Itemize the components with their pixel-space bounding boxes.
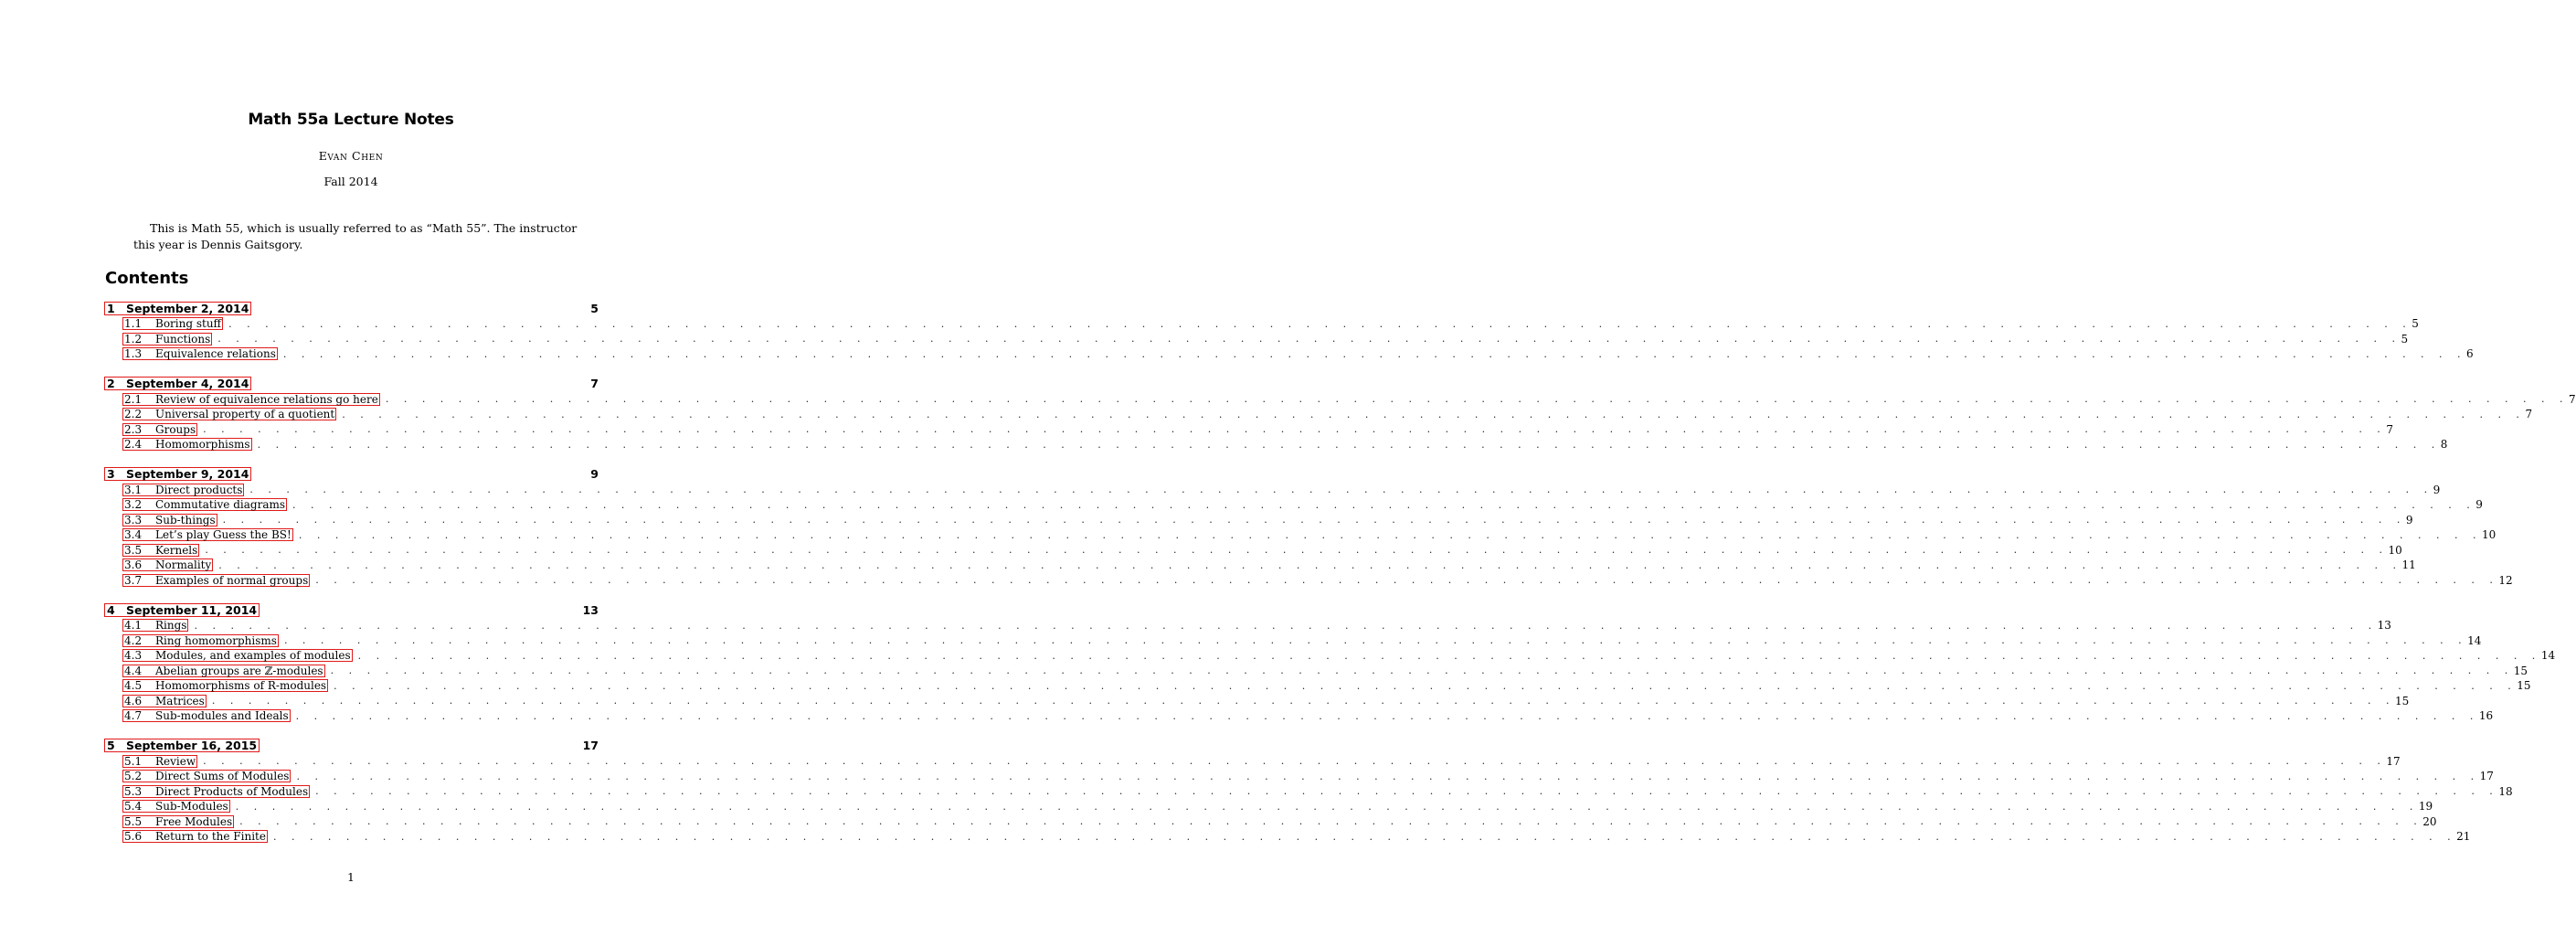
dot-leader: . . . . . . . . . . . . . . . . . . . . . . . . . . . . . . . . . . . . . . . . . . . . . . . . . . . . . . . . . . . . . . . . . . . . . . . . . . . . . . . . . . . . . . . . . . . . . . . . . . . . . . . . . . . . . . . . . . . . . . . . <box>296 770 2480 782</box>
toc-subsection-link[interactable] <box>122 333 212 346</box>
subsection-title: Free Modules <box>155 814 233 828</box>
toc-subsection-row <box>104 664 2528 679</box>
section-page: 5 <box>590 301 599 315</box>
dot-leader: . . . . . . . . . . . . . . . . . . . . . . . . . . . . . . . . . . . . . . . . . . . . . . . . . . . . . . . . . . . . . . . . . . . . . . . . . . . . . . . . . . . . . . . . . . . . . . . . . . . . . . . . . . . . . . . . . . . . . . . . <box>282 347 2467 360</box>
subsection-number: 1.2 <box>124 332 143 346</box>
toc-subsection-link[interactable] <box>122 528 293 541</box>
subsection-page: 17 <box>2386 754 2401 768</box>
toc-section <box>104 601 2556 724</box>
subsection-title: Normality <box>155 558 212 572</box>
toc-subsection-link[interactable] <box>122 755 197 768</box>
subsection-page: 18 <box>2498 784 2513 798</box>
toc-section <box>104 738 2513 845</box>
toc-subsection-row <box>104 618 2391 633</box>
page-number: 1 <box>347 870 355 884</box>
dot-leader: . . . . . . . . . . . . . . . . . . . . . . . . . . . . . . . . . . . . . . . . . . . . . . . . . . . . . . . . . . . . . . . . . . . . . . . . . . . . . . . . . . . . . . . . . . . . . . . . . . . . . . . . . . . . . . . . . . . . . . . . <box>330 665 2514 677</box>
toc-subsection-link[interactable] <box>122 423 197 436</box>
subsection-title: Review <box>155 754 196 768</box>
subsection-title: Boring stuff <box>155 317 222 331</box>
toc-subsection-link[interactable] <box>122 695 207 707</box>
section-number: 2 <box>107 377 115 390</box>
dot-leader: . . . . . . . . . . . . . . . . . . . . . . . . . . . . . . . . . . . . . . . . . . . . . . . . . . . . . . . . . . . . . . . . . . . . . . . . . . . . . . . . . . . . . . . . . . . . . . . . . . . . . . . . . . . . . . . . . . . . . . . . <box>315 785 2499 798</box>
dot-leader: . . . . . . . . . . . . . . . . . . . . . . . . . . . . . . . . . . . . . . . . . . . . . . . . . . . . . . . . . . . . . . . . . . . . . . . . . . . . . . . . . . . . . . . . . . . . . . . . . . . . . . . . . . . . . . . . . . . . . . . . <box>194 619 2378 632</box>
contents-heading: Contents <box>105 269 189 288</box>
dot-leader: . . . . . . . . . . . . . . . . . . . . . . . . . . . . . . . . . . . . . . . . . . . . . . . . . . . . . . . . . . . . . . . . . . . . . . . . . . . . . . . . . . . . . . . . . . . . . . . . . . . . . . . . . . . . . . . . . . . . . . . . <box>315 574 2499 587</box>
toc-section <box>104 376 2576 452</box>
dot-leader: . . . . . . . . . . . . . . . . . . . . . . . . . . . . . . . . . . . . . . . . . . . . . . . . . . . . . . . . . . . . . . . . . . . . . . . . . . . . . . . . . . . . . . . . . . . . . . . . . . . . . . . . . . . . . . . . . . . . . . . . <box>292 498 2476 511</box>
toc-subsection-row <box>104 814 2437 830</box>
subsection-title: Commutative diagrams <box>155 498 286 512</box>
subsection-page: 17 <box>2479 770 2494 783</box>
subsection-page: 11 <box>2401 558 2416 572</box>
section-title: September 16, 2015 <box>126 739 258 752</box>
toc-subsection-row <box>104 392 2576 408</box>
subsection-page: 14 <box>2540 649 2556 663</box>
toc-subsection-link[interactable] <box>122 634 279 647</box>
toc-subsection-row <box>104 513 2413 528</box>
subsection-number: 5.5 <box>124 814 143 828</box>
subsection-page: 15 <box>2517 679 2531 693</box>
subsection-title: Homomorphisms of R-modules <box>155 679 327 693</box>
toc-subsection-link[interactable] <box>122 408 336 420</box>
dot-leader: . . . . . . . . . . . . . . . . . . . . . . . . . . . . . . . . . . . . . . . . . . . . . . . . . . . . . . . . . . . . . . . . . . . . . . . . . . . . . . . . . . . . . . . . . . . . . . . . . . . . . . . . . . . . . . . . . . . . . . . . <box>239 815 2423 828</box>
subsection-page: 16 <box>2478 709 2494 723</box>
section-page: 17 <box>582 739 599 752</box>
subsection-title: Rings <box>155 619 187 633</box>
subsection-page: 10 <box>2388 543 2402 557</box>
toc-subsection-row <box>104 784 2513 800</box>
dot-leader: . . . . . . . . . . . . . . . . . . . . . . . . . . . . . . . . . . . . . . . . . . . . . . . . . . . . . . . . . . . . . . . . . . . . . . . . . . . . . . . . . . . . . . . . . . . . . . . . . . . . . . . . . . . . . . . . . . . . . . . . <box>222 514 2406 526</box>
toc-section-row <box>104 738 599 754</box>
toc-subsection-link[interactable] <box>122 770 291 782</box>
subsection-title: Sub-things <box>155 513 216 526</box>
subsection-number: 5.6 <box>124 830 143 844</box>
subsection-title: Abelian groups are ℤ-modules <box>155 664 323 677</box>
toc-subsection-link[interactable] <box>122 438 252 451</box>
section-number: 3 <box>107 467 115 481</box>
dot-leader: . . . . . . . . . . . . . . . . . . . . . . . . . . . . . . . . . . . . . . . . . . . . . . . . . . . . . . . . . . . . . . . . . . . . . . . . . . . . . . . . . . . . . . . . . . . . . . . . . . . . . . . . . . . . . . . . . . . . . . . . <box>203 755 2387 768</box>
subsection-title: Matrices <box>155 694 205 707</box>
subsection-number: 1.1 <box>124 317 143 331</box>
subsection-number: 1.3 <box>124 347 143 361</box>
toc-section-link[interactable] <box>104 739 260 752</box>
toc-subsection-row <box>104 694 2410 709</box>
toc-subsection-row <box>104 769 2494 784</box>
subsection-number: 3.3 <box>124 513 143 526</box>
toc-subsection-row <box>104 407 2533 422</box>
subsection-title: Modules, and examples of modules <box>155 649 351 663</box>
toc-subsection-row <box>104 483 2441 498</box>
document-date: Fall 2014 <box>323 175 378 188</box>
dot-leader: . . . . . . . . . . . . . . . . . . . . . . . . . . . . . . . . . . . . . . . . . . . . . . . . . . . . . . . . . . . . . . . . . . . . . . . . . . . . . . . . . . . . . . . . . . . . . . . . . . . . . . . . . . . . . . . . . . . . . . . . <box>203 423 2387 436</box>
toc-subsection-link[interactable] <box>122 347 278 360</box>
subsection-number: 4.3 <box>124 649 143 663</box>
section-number: 5 <box>107 739 115 752</box>
toc-subsection-link[interactable] <box>122 830 268 843</box>
subsection-number: 5.4 <box>124 800 143 814</box>
dot-leader: . . . . . . . . . . . . . . . . . . . . . . . . . . . . . . . . . . . . . . . . . . . . . . . . . . . . . . . . . . . . . . . . . . . . . . . . . . . . . . . . . . . . . . . . . . . . . . . . . . . . . . . . . . . . . . . . . . . . . . . . <box>385 393 2570 406</box>
toc-subsection-link[interactable] <box>122 815 234 828</box>
subsection-title: Let’s play Guess the BS! <box>155 528 292 542</box>
toc-section-link[interactable] <box>104 603 260 617</box>
author-name: Evan Chen <box>318 149 384 163</box>
subsection-title: Review of equivalence relations go here <box>155 392 378 406</box>
subsection-page: 20 <box>2422 814 2437 828</box>
section-title: September 9, 2014 <box>126 467 249 481</box>
toc-subsection-link[interactable] <box>122 393 380 406</box>
section-number: 4 <box>107 602 115 617</box>
toc-subsection-link[interactable] <box>122 649 353 662</box>
toc-section-link[interactable] <box>104 467 251 481</box>
subsection-number: 2.1 <box>124 392 143 406</box>
toc-subsection-link[interactable] <box>122 317 223 330</box>
subsection-number: 3.2 <box>124 498 143 512</box>
subsection-number: 3.7 <box>124 573 143 587</box>
toc-subsection-link[interactable] <box>122 514 217 526</box>
dot-leader: . . . . . . . . . . . . . . . . . . . . . . . . . . . . . . . . . . . . . . . . . . . . . . . . . . . . . . . . . . . . . . . . . . . . . . . . . . . . . . . . . . . . . . . . . . . . . . . . . . . . . . . . . . . . . . . . . . . . . . . . <box>272 830 2457 843</box>
toc-subsection-row <box>104 346 2474 362</box>
toc-section-row <box>104 601 599 618</box>
dot-leader: . . . . . . . . . . . . . . . . . . . . . . . . . . . . . . . . . . . . . . . . . . . . . . . . . . . . . . . . . . . . . . . . . . . . . . . . . . . . . . . . . . . . . . . . . . . . . . . . . . . . . . . . . . . . . . . . . . . . . . . . <box>283 634 2468 647</box>
subsection-number: 2.3 <box>124 422 143 436</box>
dot-leader: . . . . . . . . . . . . . . . . . . . . . . . . . . . . . . . . . . . . . . . . . . . . . . . . . . . . . . . . . . . . . . . . . . . . . . . . . . . . . . . . . . . . . . . . . . . . . . . . . . . . . . . . . . . . . . . . . . . . . . . . <box>218 558 2402 571</box>
toc-section-link[interactable] <box>104 302 251 315</box>
dot-leader: . . . . . . . . . . . . . . . . . . . . . . . . . . . . . . . . . . . . . . . . . . . . . . . . . . . . . . . . . . . . . . . . . . . . . . . . . . . . . . . . . . . . . . . . . . . . . . . . . . . . . . . . . . . . . . . . . . . . . . . . <box>235 800 2419 813</box>
subsection-title: Homomorphisms <box>155 438 250 452</box>
subsection-number: 2.4 <box>124 438 143 452</box>
subsection-title: Functions <box>155 332 211 346</box>
subsection-number: 3.1 <box>124 483 143 496</box>
toc-subsection-row <box>104 558 2416 573</box>
subsection-number: 2.2 <box>124 408 143 421</box>
subsection-number: 3.5 <box>124 543 143 557</box>
toc-subsection-link[interactable] <box>122 544 199 557</box>
dot-leader: . . . . . . . . . . . . . . . . . . . . . . . . . . . . . . . . . . . . . . . . . . . . . . . . . . . . . . . . . . . . . . . . . . . . . . . . . . . . . . . . . . . . . . . . . . . . . . . . . . . . . . . . . . . . . . . . . . . . . . . . <box>334 679 2518 692</box>
subsection-page: 13 <box>2377 619 2391 633</box>
subsection-number: 5.3 <box>124 784 143 798</box>
subsection-title: Direct products <box>155 483 243 496</box>
dot-leader: . . . . . . . . . . . . . . . . . . . . . . . . . . . . . . . . . . . . . . . . . . . . . . . . . . . . . . . . . . . . . . . . . . . . . . . . . . . . . . . . . . . . . . . . . . . . . . . . . . . . . . . . . . . . . . . . . . . . . . . . <box>257 438 2441 451</box>
table-of-contents <box>104 300 2576 858</box>
toc-subsection-row <box>104 708 2494 724</box>
dot-leader: . . . . . . . . . . . . . . . . . . . . . . . . . . . . . . . . . . . . . . . . . . . . . . . . . . . . . . . . . . . . . . . . . . . . . . . . . . . . . . . . . . . . . . . . . . . . . . . . . . . . . . . . . . . . . . . . . . . . . . . . <box>228 317 2412 330</box>
subsection-page: 9 <box>2405 513 2413 526</box>
dot-leader: . . . . . . . . . . . . . . . . . . . . . . . . . . . . . . . . . . . . . . . . . . . . . . . . . . . . . . . . . . . . . . . . . . . . . . . . . . . . . . . . . . . . . . . . . . . . . . . . . . . . . . . . . . . . . . . . . . . . . . . . <box>249 484 2433 496</box>
subsection-title: Equivalence relations <box>155 347 276 361</box>
dot-leader: . . . . . . . . . . . . . . . . . . . . . . . . . . . . . . . . . . . . . . . . . . . . . . . . . . . . . . . . . . . . . . . . . . . . . . . . . . . . . . . . . . . . . . . . . . . . . . . . . . . . . . . . . . . . . . . . . . . . . . . . <box>357 649 2541 662</box>
subsection-title: Ring homomorphisms <box>155 633 277 647</box>
subsection-title: Direct Sums of Modules <box>155 770 290 783</box>
dot-leader: . . . . . . . . . . . . . . . . . . . . . . . . . . . . . . . . . . . . . . . . . . . . . . . . . . . . . . . . . . . . . . . . . . . . . . . . . . . . . . . . . . . . . . . . . . . . . . . . . . . . . . . . . . . . . . . . . . . . . . . . <box>205 544 2389 557</box>
section-page: 7 <box>590 377 599 390</box>
subsection-number: 4.6 <box>124 694 143 707</box>
subsection-number: 4.7 <box>124 709 143 723</box>
toc-subsection-link[interactable] <box>122 709 291 722</box>
toc-subsection-link[interactable] <box>122 558 213 571</box>
subsection-page: 7 <box>2386 422 2393 436</box>
dot-leader: . . . . . . . . . . . . . . . . . . . . . . . . . . . . . . . . . . . . . . . . . . . . . . . . . . . . . . . . . . . . . . . . . . . . . . . . . . . . . . . . . . . . . . . . . . . . . . . . . . . . . . . . . . . . . . . . . . . . . . . . <box>295 709 2479 722</box>
toc-subsection-row <box>104 829 2471 845</box>
subsection-number: 5.2 <box>124 770 143 783</box>
subsection-page: 12 <box>2498 573 2513 587</box>
dot-leader: . . . . . . . . . . . . . . . . . . . . . . . . . . . . . . . . . . . . . . . . . . . . . . . . . . . . . . . . . . . . . . . . . . . . . . . . . . . . . . . . . . . . . . . . . . . . . . . . . . . . . . . . . . . . . . . . . . . . . . . . <box>217 333 2401 346</box>
document-title: Math 55a Lecture Notes <box>248 111 454 129</box>
toc-subsection-link[interactable] <box>122 484 244 496</box>
toc-subsection-row <box>104 799 2433 814</box>
subsection-page: 8 <box>2440 438 2448 452</box>
subsection-number: 3.4 <box>124 528 143 542</box>
subsection-number: 5.1 <box>124 754 143 768</box>
toc-subsection-link[interactable] <box>122 619 188 632</box>
toc-subsection-row <box>104 678 2531 694</box>
toc-subsection-row <box>104 527 2496 543</box>
abstract: This is Math 55, which is usually referred to as “Math 55”. The instructor this year is Dennis Gaitsgory. <box>133 221 578 251</box>
toc-subsection-link[interactable] <box>122 785 310 798</box>
subsection-title: Kernels <box>155 543 198 557</box>
toc-subsection-row <box>104 633 2482 649</box>
subsection-page: 10 <box>2482 528 2496 542</box>
toc-subsection-row <box>104 648 2556 664</box>
subsection-number: 4.4 <box>124 664 143 677</box>
dot-leader: . . . . . . . . . . . . . . . . . . . . . . . . . . . . . . . . . . . . . . . . . . . . . . . . . . . . . . . . . . . . . . . . . . . . . . . . . . . . . . . . . . . . . . . . . . . . . . . . . . . . . . . . . . . . . . . . . . . . . . . . <box>211 695 2396 707</box>
dot-leader: . . . . . . . . . . . . . . . . . . . . . . . . . . . . . . . . . . . . . . . . . . . . . . . . . . . . . . . . . . . . . . . . . . . . . . . . . . . . . . . . . . . . . . . . . . . . . . . . . . . . . . . . . . . . . . . . . . . . . . . . <box>298 528 2483 541</box>
toc-subsection-link[interactable] <box>122 679 328 692</box>
subsection-title: Sub-Modules <box>155 800 228 814</box>
subsection-page: 9 <box>2475 498 2483 512</box>
subsection-number: 4.2 <box>124 633 143 647</box>
subsection-page: 7 <box>2525 408 2533 421</box>
section-page: 13 <box>582 602 599 617</box>
subsection-page: 15 <box>2513 664 2528 677</box>
subsection-page: 9 <box>2433 483 2441 496</box>
toc-subsection-row <box>104 754 2401 770</box>
subsection-title: Examples of normal groups <box>155 573 309 587</box>
toc-subsection-link[interactable] <box>122 574 310 587</box>
subsection-page: 5 <box>2412 317 2419 331</box>
subsection-title: Return to the Finite <box>155 830 266 844</box>
toc-section <box>104 300 2474 362</box>
section-page: 9 <box>590 467 599 481</box>
subsection-page: 14 <box>2467 633 2482 647</box>
dot-leader: . . . . . . . . . . . . . . . . . . . . . . . . . . . . . . . . . . . . . . . . . . . . . . . . . . . . . . . . . . . . . . . . . . . . . . . . . . . . . . . . . . . . . . . . . . . . . . . . . . . . . . . . . . . . . . . . . . . . . . . . <box>342 408 2526 420</box>
toc-subsection-link[interactable] <box>122 800 230 813</box>
subsection-title: Groups <box>155 422 196 436</box>
toc-section-row <box>104 466 599 483</box>
toc-section <box>104 466 2513 589</box>
subsection-title: Direct Products of Modules <box>155 784 309 798</box>
toc-subsection-row <box>104 543 2402 558</box>
toc-subsection-row <box>104 332 2409 347</box>
subsection-title: Sub-modules and Ideals <box>155 709 289 723</box>
section-title: September 11, 2014 <box>126 602 258 617</box>
toc-subsection-row <box>104 497 2483 513</box>
subsection-number: 4.1 <box>124 619 143 633</box>
subsection-page: 21 <box>2456 830 2471 844</box>
toc-subsection-row <box>104 316 2419 332</box>
subsection-page: 6 <box>2466 347 2474 361</box>
section-title: September 4, 2014 <box>126 377 249 390</box>
subsection-page: 15 <box>2395 694 2410 707</box>
section-number: 1 <box>107 301 115 315</box>
subsection-page: 19 <box>2418 800 2433 814</box>
toc-section-row <box>104 300 599 316</box>
toc-subsection-link[interactable] <box>122 665 325 677</box>
subsection-number: 3.6 <box>124 558 143 572</box>
toc-section-row <box>104 376 599 392</box>
toc-subsection-row <box>104 573 2513 589</box>
subsection-title: Universal property of a quotient <box>155 408 335 421</box>
toc-subsection-row <box>104 437 2448 452</box>
section-title: September 2, 2014 <box>126 301 249 315</box>
toc-subsection-link[interactable] <box>122 498 287 511</box>
subsection-page: 7 <box>2569 392 2576 406</box>
toc-subsection-row <box>104 422 2393 438</box>
subsection-number: 4.5 <box>124 679 143 693</box>
subsection-page: 5 <box>2401 332 2409 346</box>
toc-section-link[interactable] <box>104 377 251 390</box>
